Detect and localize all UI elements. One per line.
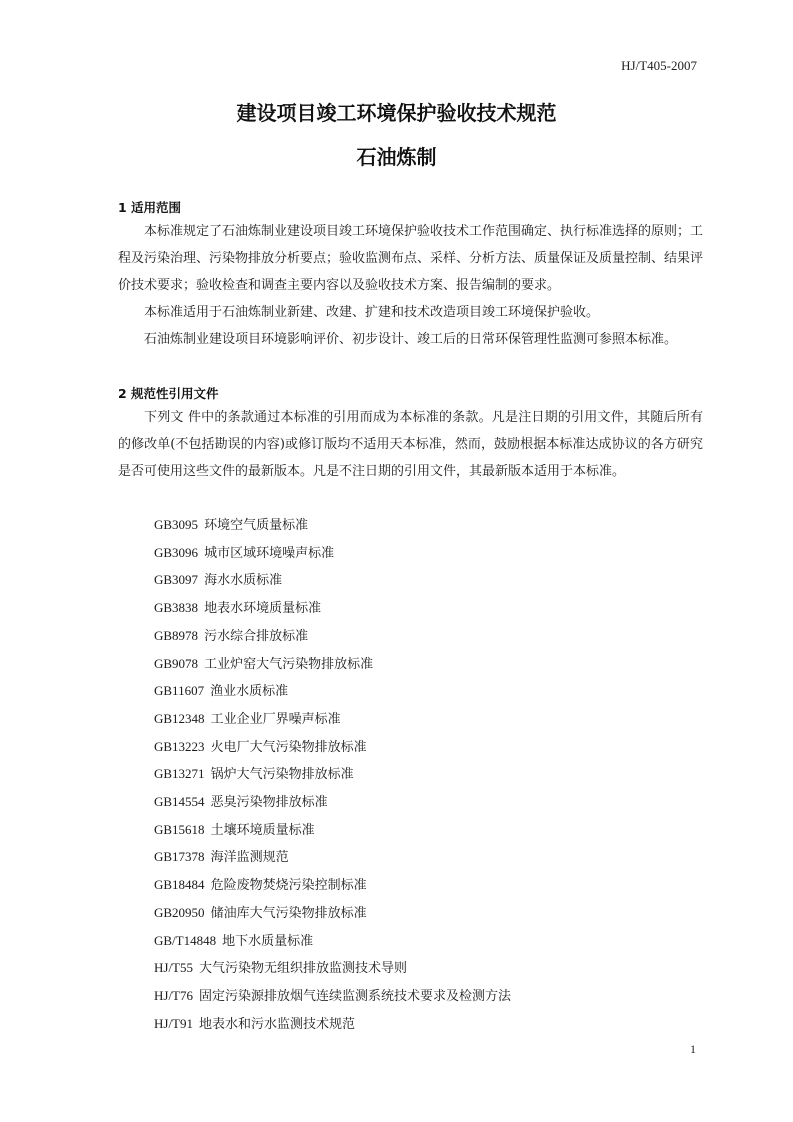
reference-name: 恶臭污染物排放标准: [210, 795, 328, 811]
references-paragraph: 下列文 件中的条款通过本标准的引用而成为本标准的条款。凡是注日期的引用文件，其随后所有的修改单(不包括勘误的内容)或修订版均不适用天本标准，然而，鼓励根据本标准达成协议的各方研究是否可使用这些文件的最新版本。凡是不注日期的引用文件，其最新版本适用于本标准。: [118, 410, 703, 479]
reference-code: GB3096: [154, 544, 199, 560]
reference-item: [154, 761, 511, 789]
reference-item: [154, 540, 511, 568]
reference-name: 土壤环境质量标准: [210, 822, 315, 838]
reference-code: GB3097: [154, 572, 199, 588]
reference-item: [154, 678, 511, 706]
reference-name: 城市区域环境噪声标准: [204, 545, 335, 561]
reference-code: GB13271: [154, 766, 205, 782]
reference-code: HJ/T76: [154, 987, 193, 1003]
standard-code: HJ/T405-2007: [621, 58, 697, 73]
reference-item: [154, 817, 511, 845]
reference-item: [154, 651, 511, 679]
reference-name: 固定污染源排放烟气连续监测系统技术要求及检测方法: [199, 988, 512, 1004]
reference-item: [154, 789, 511, 817]
reference-code: GB3838: [154, 600, 199, 616]
reference-item: [154, 955, 511, 983]
reference-name: 地表水和污水监测技术规范: [199, 1016, 356, 1032]
reference-name: 大气污染物无组织排放监测技术导则: [199, 961, 408, 977]
scope-paragraph-2: 本标准适用于石油炼制业新建、改建、扩建和技术改造项目竣工环境保护验收。: [144, 305, 600, 320]
reference-name: 地表水环境质量标准: [204, 601, 322, 617]
reference-name: 海水水质标准: [204, 573, 283, 589]
reference-item: [154, 734, 511, 762]
document-title: 建设项目竣工环境保护验收技术规范: [236, 101, 557, 125]
reference-name: 危险废物焚烧污染控制标准: [210, 878, 367, 894]
reference-item: [154, 706, 511, 734]
reference-code: HJ/T91: [154, 1015, 193, 1031]
reference-item: [154, 844, 511, 872]
reference-name: 火电厂大气污染物排放标准: [210, 739, 367, 755]
reference-code: GB8978: [154, 627, 199, 643]
section-heading-references: 2 规范性引用文件: [118, 386, 219, 401]
reference-name: 锅炉大气污染物排放标准: [210, 767, 354, 783]
reference-item: [154, 512, 511, 540]
page-number: 1: [690, 1042, 696, 1056]
reference-code: HJ/T55: [154, 960, 193, 976]
reference-code: GB13223: [154, 738, 205, 754]
document-subtitle: 石油炼制: [356, 145, 437, 169]
reference-code: GB9078: [154, 655, 199, 671]
reference-list: [154, 512, 511, 1038]
reference-item: [154, 872, 511, 900]
reference-item: [154, 1011, 511, 1039]
reference-code: GB3095: [154, 517, 199, 532]
reference-code: GB12348: [154, 710, 205, 726]
reference-item: [154, 595, 511, 623]
scope-paragraph-1: 本标准规定了石油炼制业建设项目竣工环境保护验收技术工作范围确定、执行标准选择的原则；工程及污染治理、污染物排放分析要点；验收监测布点、采样、分析方法、质量保证及质量控制、结果评价技术要求；验收检查和调查主要内容以及验收技术方案、报告编制的要求。: [118, 224, 704, 293]
reference-name: 地下水质量标准: [222, 933, 314, 949]
section-heading-scope: 1 适用范围: [118, 200, 182, 215]
reference-code: GB20950: [154, 904, 205, 920]
reference-name: 海洋监测规范: [210, 850, 289, 866]
reference-name: 环境空气质量标准: [204, 518, 309, 533]
reference-name: 污水综合排放标准: [204, 628, 309, 644]
reference-code: GB18484: [154, 877, 205, 893]
reference-code: GB11607: [154, 683, 205, 699]
reference-code: GB14554: [154, 794, 205, 810]
reference-item: [154, 928, 511, 956]
reference-item: [154, 623, 511, 651]
reference-name: 渔业水质标准: [210, 684, 289, 700]
reference-code: GB17378: [154, 849, 205, 865]
scope-paragraph-3: 石油炼制业建设项目环境影响评价、初步设计、竣工后的日常环保管理性监测可参照本标准。: [144, 332, 678, 347]
reference-item: [154, 567, 511, 595]
reference-name: 储油库大气污染物排放标准: [210, 905, 367, 921]
reference-name: 工业企业厂界噪声标准: [210, 711, 341, 727]
reference-item: [154, 900, 511, 928]
reference-code: GB/T14848: [154, 932, 217, 948]
reference-code: GB15618: [154, 821, 205, 837]
reference-name: 工业炉窑大气污染物排放标准: [204, 656, 374, 672]
reference-item: [154, 983, 511, 1011]
